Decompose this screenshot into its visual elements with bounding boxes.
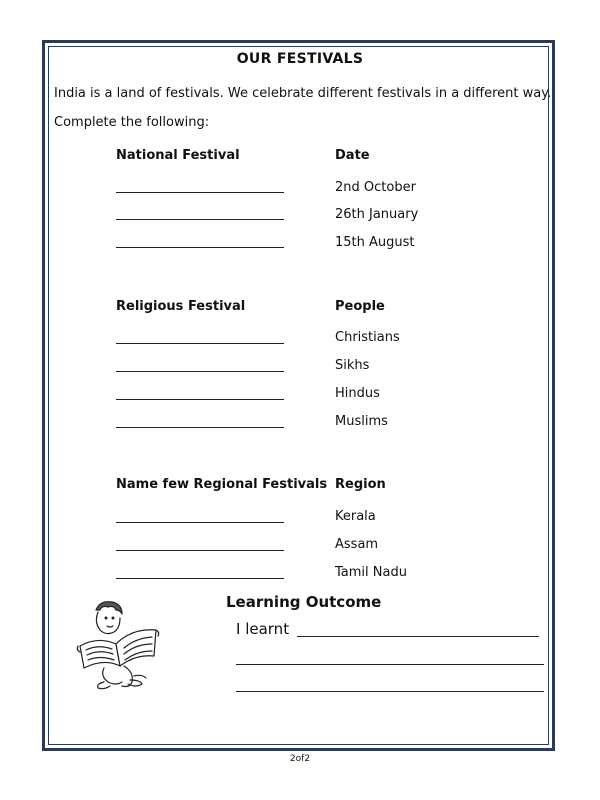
region-item: Tamil Nadu [335,565,407,580]
answer-blank[interactable] [116,192,284,193]
learning-outcome-line[interactable] [236,664,544,665]
intro-text: India is a land of festivals. We celebrate different festivals in a different way. [54,86,552,101]
region-heading: Region [335,477,386,492]
worksheet-title: OUR FESTIVALS [236,51,364,67]
date-item: 26th January [335,207,419,222]
region-item: Assam [335,537,379,552]
i-learnt-label: I learnt [236,620,290,638]
answer-blank[interactable] [116,522,284,523]
page-number: 2of2 [289,754,311,764]
religious-festival-heading: Religious Festival [116,299,246,314]
answer-blank[interactable] [116,550,284,551]
people-item: Christians [335,330,400,345]
people-heading: People [335,299,385,314]
answer-blank[interactable] [116,371,284,372]
answer-blank[interactable] [116,399,284,400]
date-item: 2nd October [335,180,416,195]
people-item: Hindus [335,386,380,401]
learning-outcome-line[interactable] [236,691,544,692]
regional-festival-heading: Name few Regional Festivals [116,477,328,492]
national-festival-heading: National Festival [116,148,240,163]
answer-blank[interactable] [116,343,284,344]
people-item: Muslims [335,414,388,429]
learning-outcome-line[interactable] [297,636,539,637]
answer-blank[interactable] [116,219,284,220]
region-item: Kerala [335,509,376,524]
answer-blank[interactable] [116,247,284,248]
answer-blank[interactable] [116,578,284,579]
instruction-text: Complete the following: [54,115,210,130]
reading-child-illustration [74,596,174,692]
answer-blank[interactable] [116,427,284,428]
date-heading: Date [335,148,370,163]
learning-outcome-title: Learning Outcome [226,593,382,611]
date-item: 15th August [335,235,415,250]
people-item: Sikhs [335,358,370,373]
